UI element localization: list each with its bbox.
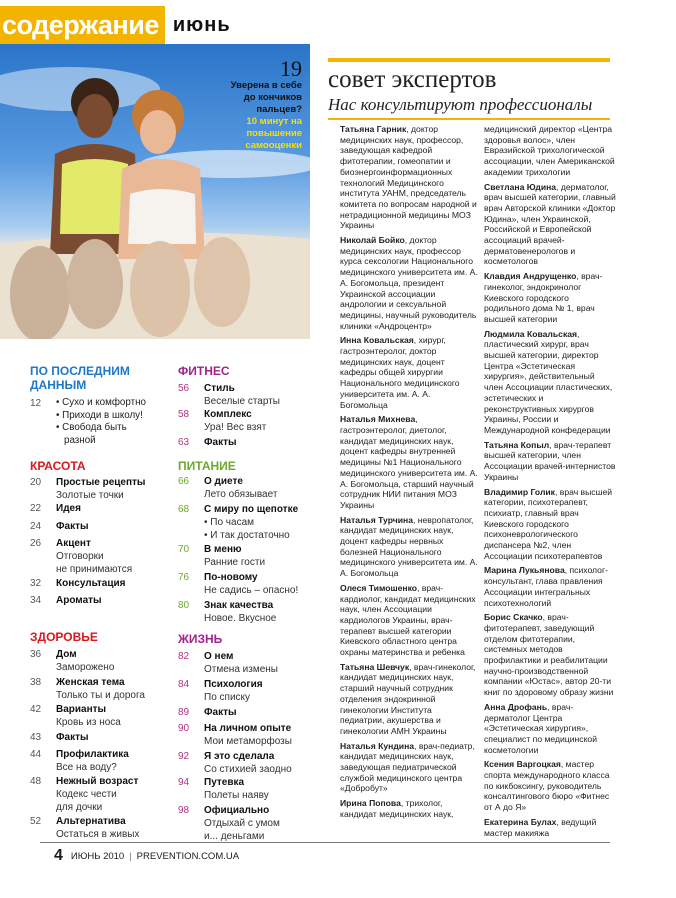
toc-entry-subtitle: Веселые старты [204, 396, 280, 407]
toc-page-number: 58 [178, 409, 190, 420]
toc-bullet-cont: разной [64, 434, 96, 446]
expert-name: Екатерина Булах [484, 816, 557, 827]
toc-entry-title: Комплекс [204, 409, 252, 420]
toc-entry-body [56, 476, 145, 502]
toc-entry-subtitle: Все на воду? [56, 762, 117, 773]
toc-entry-title: Я это сделала [204, 751, 275, 762]
expert-description: , дерматолог, врач высшей категории, главный врач Авторской клиники «Доктор Юдина», член Украинской, Российской и Европейской ассоциаций врачей-дерматовенерологов и косметологов [484, 181, 616, 267]
toc-entry-body [204, 436, 237, 449]
toc-entry-title: На личном опыте [204, 723, 292, 734]
experts-header [328, 58, 610, 115]
toc-entry-subtitle: Заморожено [56, 662, 115, 673]
toc-entry-subtitle: Кодекс чести [56, 789, 117, 800]
expert-name: Клавдия Андрущенко [484, 271, 577, 282]
toc-page-number: 98 [178, 805, 190, 816]
toc-entry-subtitle: Ура! Вес взят [204, 422, 267, 433]
toc-page-number: 80 [178, 600, 190, 611]
toc-entry-body [56, 648, 114, 674]
toc-page-number: 76 [178, 572, 190, 583]
toc-entry[interactable] [178, 650, 278, 676]
page-header [0, 6, 231, 44]
toc-entry-body [56, 577, 125, 590]
toc-page-number: 94 [178, 777, 190, 788]
expert-description: , доктор медицинских наук, профессор курса сексологии Национального медицинского университета им. А. А. Богомольца, президент Украинской ассоциации андрологии и сексуальной медицины, научный руководитель клиники «Андроцентр» [340, 235, 478, 331]
toc-page-number: 38 [30, 677, 42, 688]
toc-page-number: 92 [178, 751, 190, 762]
toc-entry-body [56, 775, 138, 814]
toc-entry[interactable] [30, 537, 132, 576]
section-heading-life: ЖИЗНЬ [178, 632, 223, 646]
toc-entry-body [56, 502, 81, 515]
section-heading-latest: ПО ПОСЛЕДНИМ ДАННЫМ [30, 364, 130, 392]
experts-subtitle: Нас консультируют профессионалы [328, 95, 593, 114]
expert-entry [484, 182, 616, 268]
toc-entry[interactable] [178, 599, 276, 625]
toc-entry[interactable] [178, 804, 280, 843]
toc-entry[interactable] [178, 776, 269, 802]
toc-entry-title: Альтернатива [56, 816, 126, 827]
page-footer [40, 847, 239, 865]
toc-entry[interactable] [30, 520, 89, 533]
toc-page-number: 32 [30, 578, 42, 589]
expert-description: , врач-терапевт высшей категории, член Ассоциации врачей-интернистов Украины [484, 439, 616, 482]
toc-entry-title: Консультация [56, 578, 126, 589]
toc-entry[interactable] [178, 678, 263, 704]
expert-description: , врач-кардиолог, кандидат медицинских наук, член Ассоциации кардиологов Украины, врач-терапевт высшей категории Киевского областного центра охраны материнства и ребенка [340, 582, 476, 658]
toc-entry-title: Женская тема [56, 677, 125, 688]
footer-separator: | [129, 850, 132, 862]
expert-name: Анна Дрофань [484, 701, 548, 712]
expert-description: , мастер спорта международного класса по кикбоксингу, руководитель консалтингового бюро «Фитнес от А до Я» [484, 759, 610, 813]
toc-page-number: 63 [178, 437, 190, 448]
toc-entry[interactable] [30, 476, 145, 502]
toc-entry[interactable] [30, 731, 89, 744]
toc-entry-subtitle: для дочки [56, 802, 103, 813]
expert-description: , врач-гинеколог, эндокринолог Киевского городского родильного дома № 1, врач высшей категории [484, 271, 603, 324]
toc-entry-body [56, 703, 121, 729]
expert-description: , врач-фитотерапевт, заведующий отделом фитотерапии, системных методов профилактики и реабилитации научно-производственной компании «Юстас», автор 20-ти книг по здоровому образу жизни [484, 612, 614, 698]
toc-page-number: 68 [178, 504, 190, 515]
expert-name: Инна Ковальская [340, 335, 414, 346]
toc-entry-body [56, 594, 102, 607]
toc-entry-body [56, 676, 145, 702]
toc-entry-subtitle: Полеты наяву [204, 790, 269, 801]
toc-entry[interactable] [178, 571, 298, 597]
toc-bullet: • Сухо и комфортно [56, 397, 146, 408]
teaser-line: повышение [246, 128, 302, 139]
expert-entry [340, 662, 478, 737]
expert-name: Людмила Ковальская [484, 328, 578, 339]
accent-bar [328, 58, 610, 62]
expert-entry [340, 414, 478, 510]
toc-entry[interactable] [30, 577, 125, 590]
header-title-box [0, 6, 165, 44]
toc-entry[interactable] [178, 543, 265, 569]
toc-entry-body [56, 537, 132, 576]
toc-entry-title: Путевка [204, 777, 245, 788]
toc-entry-body [204, 599, 276, 625]
expert-entry [484, 487, 616, 562]
toc-entry-subtitle: Ранние гости [204, 557, 266, 568]
toc-page-number: 48 [30, 776, 42, 787]
expert-description: , ведущий мастер макияжа [484, 816, 597, 838]
expert-description: , врач-гинеколог, кандидат медицинских наук, старший научный сотрудник отделения эндокринной гинекологии Института педиатрии, акушерства и гинекологии АМН Украины [340, 661, 476, 736]
expert-entry [484, 817, 616, 838]
expert-entry [340, 335, 478, 410]
toc-entry-subtitle: Со стихией заодно [204, 764, 292, 775]
teaser-line: 10 минут на [246, 116, 302, 127]
toc-bullet: • Свобода быть [56, 422, 127, 433]
expert-name: Татьяна Гарник [340, 124, 407, 134]
toc-entry-subtitle: По списку [204, 692, 251, 703]
expert-description: , хирург, гастроэнтеролог, доктор медицинских наук, доцент кафедры общей хирургии Национального медицинского университета им. А. А. Богомольца [340, 335, 460, 410]
section-heading-health: ЗДОРОВЬЕ [30, 630, 98, 644]
expert-description: , трихолог, кандидат медицинских наук, [340, 798, 454, 819]
toc-page-number: 20 [30, 477, 42, 488]
experts-column-1 [340, 124, 478, 824]
teaser-line: самооценки [245, 140, 302, 151]
toc-page-number: 42 [30, 704, 42, 715]
toc-entry[interactable] [30, 676, 145, 702]
expert-entry [484, 612, 616, 698]
toc-entry[interactable] [178, 503, 298, 542]
toc-entry-subtitle: Кровь из носа [56, 717, 121, 728]
toc-entry-body [56, 731, 89, 744]
expert-name: Наталья Кундина [340, 740, 415, 751]
toc-entry-body [204, 750, 292, 776]
expert-entry [340, 583, 478, 658]
toc-entry-title: Факты [56, 521, 89, 532]
toc-entry-title: С миру по щепотке [204, 504, 299, 515]
expert-entry [484, 565, 616, 608]
toc-entry[interactable] [178, 382, 280, 408]
toc-entry[interactable] [30, 748, 129, 774]
teaser-page-number: 19 [280, 56, 302, 81]
toc-entry[interactable] [30, 594, 102, 607]
toc-entry-title: Акцент [56, 538, 91, 549]
expert-entry [484, 271, 616, 325]
toc-page-number: 90 [178, 723, 190, 734]
toc-entry[interactable] [30, 648, 114, 674]
teaser-line: Уверена в себе [230, 80, 302, 91]
expert-entry [484, 329, 616, 436]
toc-entry-title: Стиль [204, 383, 235, 394]
toc-entry-subtitle: Золотые точки [56, 490, 124, 501]
expert-description: , гастроэнтеролог, диетолог, кандидат медицинских наук, доцент кафедры внутренней медицины №1 Национального медицинского университета им. А. А. Богомольца, старший научный сотрудник НИИ питания МОЗ Украины [340, 414, 478, 510]
cover-photo [0, 44, 310, 339]
expert-description: , врач-дерматолог Центра «Эстетическая хирургия», специалист по медицинской косметологии [484, 701, 598, 755]
toc-entry-title: Варианты [56, 704, 107, 715]
toc-page-number: 44 [30, 749, 42, 760]
toc-entry-title: Факты [204, 707, 237, 718]
expert-name: Татьяна Копыл [484, 439, 550, 450]
toc-page-number: 84 [178, 679, 190, 690]
toc-entry-title: Ароматы [56, 595, 102, 606]
header-month: июнь [172, 13, 231, 36]
toc-entry-title: О диете [204, 476, 243, 487]
expert-entry [484, 759, 616, 813]
toc-entry-subtitle: и... деньгами [204, 831, 265, 842]
toc-entry-title: Знак качества [204, 600, 274, 611]
toc-page-number: 52 [30, 816, 42, 827]
toc-entry[interactable] [178, 408, 266, 434]
toc-entry[interactable] [178, 706, 237, 719]
toc-entry[interactable] [30, 502, 81, 515]
toc-entry-title: О нем [204, 651, 234, 662]
toc-entry-title: Дом [56, 649, 77, 660]
expert-description: , психолог-консультант, глава правления Ассоциации интегральных психотехнологий [484, 565, 608, 608]
toc-entry-title: По-новому [204, 572, 258, 583]
toc-entry-title: Идея [56, 503, 81, 514]
footer-site-link[interactable]: PREVENTION.COM.UA [136, 850, 240, 862]
toc-entry[interactable] [30, 703, 121, 729]
toc-bullet: • Приходи в школу! [56, 409, 143, 421]
expert-name: Наталья Михнева [340, 414, 416, 425]
toc-entry-subtitle: Не садись – опасно! [204, 585, 299, 596]
toc-entry-title: Нежный возраст [56, 776, 139, 787]
expert-description: , врач высшей категории, психотерапевт, психиатр, главный врач Киевского городского психоневрологического диспансера №2, член Ассоциации психотерапевтов [484, 486, 613, 561]
toc-entry-subtitle: Остаться в живых [56, 829, 140, 840]
expert-name: Светлана Юдина [484, 181, 557, 192]
expert-name: Ирина Попова [340, 798, 401, 809]
toc-page-number: 89 [178, 707, 190, 718]
toc-entry-subtitle: Только ты и дорога [56, 690, 145, 701]
teaser-line: до кончиков [243, 92, 302, 103]
toc-entry-body [204, 408, 266, 434]
toc-entry[interactable] [30, 815, 139, 841]
toc-entry-body [204, 678, 263, 704]
toc-entry[interactable] [30, 397, 146, 447]
expert-description: , доктор медицинских наук, профессор, заведующая кафедрой фитотерапии, гомеопатии и биоэнергоинформационных технологий Медицинского института УАНМ, председатель комитета по вопросам народной и нетрадиционной медицины МОЗ Украины [340, 124, 477, 231]
toc-page-number: 56 [178, 383, 190, 394]
toc-entry-subtitle: не принимаются [56, 564, 133, 575]
section-heading-beauty: КРАСОТА [30, 459, 86, 473]
expert-name: Олеся Тимошенко [340, 582, 418, 593]
toc-page-number: 43 [30, 732, 42, 743]
toc-entry[interactable] [30, 775, 138, 814]
toc-entry-body [204, 475, 277, 501]
toc-entry-body [204, 543, 265, 569]
expert-entry [340, 124, 478, 231]
toc-entry-subtitle: • И так достаточно [204, 530, 290, 541]
toc-entry-body [56, 748, 129, 774]
expert-entry [340, 798, 478, 819]
toc-entry-subtitle: • По часам [204, 517, 255, 528]
toc-entry-subtitle: Отговорки [56, 551, 104, 562]
toc-entry-title: Психология [204, 679, 263, 690]
toc-entry-body [204, 722, 292, 748]
expert-description: , невропатолог, кандидат медицинских наук, доцент кафедры нервных болезней Национального медицинского университета им. А. А. Богомольца [340, 514, 478, 579]
toc-entry-subtitle: Мои метаморфозы [204, 736, 292, 747]
toc-page-number: 26 [30, 538, 42, 549]
toc-page-number: 34 [30, 595, 42, 606]
toc-page-number: 82 [178, 651, 190, 662]
expert-entry [340, 235, 478, 331]
toc-page-number: 24 [30, 521, 42, 532]
expert-name: Марина Лукьянова [484, 565, 565, 576]
toc-entry[interactable] [178, 750, 292, 776]
expert-description: медицинский директор «Центра здоровья волос», член Евразийской трихологической ассоциации, член Американской академии трихологии [484, 124, 615, 177]
expert-name: Борис Скачко [484, 612, 543, 623]
toc-page-number: 66 [178, 476, 190, 487]
expert-entry [484, 702, 616, 756]
toc-entry-title: Официально [204, 805, 270, 816]
toc-entry-subtitle: Лето обязывает [204, 489, 278, 500]
footer-page-number: 4 [54, 847, 63, 864]
experts-title: совет экспертов [328, 66, 497, 93]
toc-entry-subtitle: Отмена измены [204, 664, 278, 675]
toc-entry-body [204, 503, 298, 542]
expert-name: Татьяна Шевчук [340, 661, 410, 672]
header-title: содержание [2, 9, 159, 40]
expert-name: Владимир Голик [484, 486, 555, 497]
photo-teaser [190, 58, 302, 152]
experts-column-2 [484, 124, 616, 842]
toc-entry-body [204, 776, 269, 802]
footer-issue: ИЮНЬ 2010 [70, 850, 125, 862]
toc-entry-body [56, 520, 89, 533]
toc-entry-title: Профилактика [56, 749, 129, 760]
toc-entry-subtitle: Новое. Вкусное [204, 613, 277, 624]
toc-entry-body [204, 382, 280, 408]
section-heading-fitness: ФИТНЕС [178, 364, 230, 378]
experts-divider [328, 118, 610, 120]
toc-entry-title: Факты [204, 437, 237, 448]
toc-page-number: 70 [178, 544, 190, 555]
toc-entry-body [204, 804, 280, 843]
expert-name: Николай Бойко [340, 235, 405, 246]
toc-bullets [56, 397, 146, 447]
toc-page-number: 36 [30, 649, 42, 660]
expert-description: , пластический хирург, врач высшей категории, директор Центра «Эстетическая хирургия», действительный член Ассоциации пластических, эстетических и реконструктивных хирургов Украины, России и Международной конфедерации [484, 328, 613, 435]
teaser-line: пальцев? [256, 104, 302, 115]
toc-entry[interactable] [178, 475, 277, 501]
toc-entry-title: Простые рецепты [56, 477, 146, 488]
expert-description: , врач-педиатр, кандидат медицинских наук, заведующая педиатрической службой медицинского центра «Добробут» [340, 740, 475, 794]
toc-entry-body [204, 571, 298, 597]
toc-entry[interactable] [178, 722, 292, 748]
expert-entry [484, 124, 616, 178]
toc-page-number: 12 [30, 398, 42, 409]
toc-entry-title: В меню [204, 544, 242, 555]
expert-name: Наталья Турчина [340, 514, 413, 525]
expert-entry [484, 440, 616, 483]
toc-page-number: 22 [30, 503, 42, 514]
toc-entry-subtitle: Отдыхай с умом [204, 818, 280, 829]
section-heading-food: ПИТАНИЕ [178, 459, 236, 473]
toc-entry-body [204, 706, 237, 719]
footer-rule [40, 842, 610, 843]
expert-name: Ксения Варгоцкая [484, 759, 561, 770]
toc-entry-body [56, 815, 139, 841]
toc-entry-title: Факты [56, 732, 89, 743]
expert-entry [340, 515, 478, 579]
toc-entry-body [204, 650, 278, 676]
expert-entry [340, 741, 478, 795]
toc-entry[interactable] [178, 436, 237, 449]
